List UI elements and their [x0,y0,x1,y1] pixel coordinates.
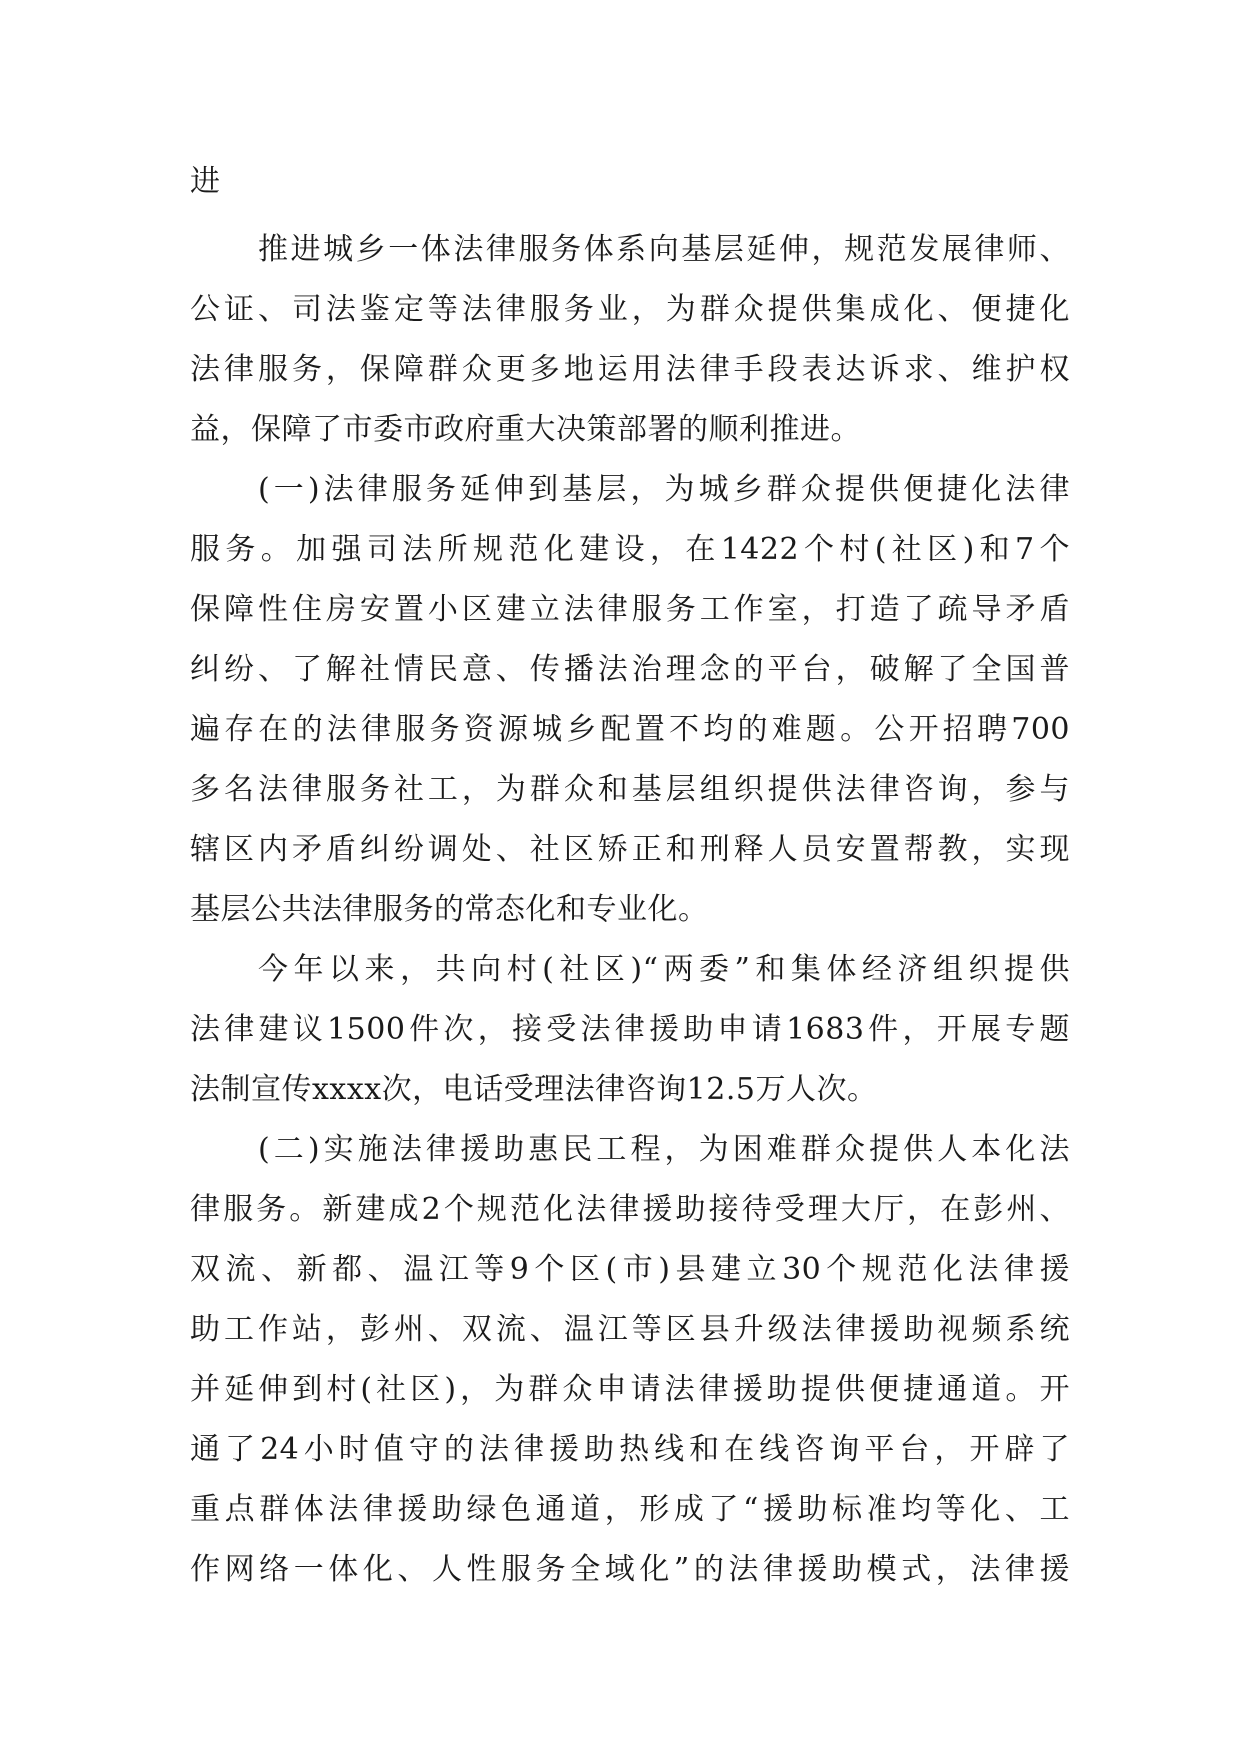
text-line: (一)法律服务延伸到基层，为城乡群众提供便捷化法律 [258,472,1070,507]
text-line: 保障性住房安置小区建立法律服务工作室，打造了疏导矛盾 [190,592,1070,627]
text-line: 多名法律服务社工，为群众和基层组织提供法律咨询，参与 [190,772,1070,807]
text-line: 法制宣传xxxx次，电话受理法律咨询12.5万人次。 [190,1072,878,1107]
text-line: 助工作站，彭州、双流、温江等区县升级法律援助视频系统 [190,1312,1070,1347]
text-line: 公证、司法鉴定等法律服务业，为群众提供集成化、便捷化 [190,292,1070,327]
text-line: 进 [190,164,221,199]
text-line: (二)实施法律援助惠民工程，为困难群众提供人本化法 [258,1132,1070,1167]
text-line: 重点群体法律援助绿色通道，形成了“援助标准均等化、工 [190,1492,1070,1527]
text-line: 推进城乡一体法律服务体系向基层延伸，规范发展律师、 [258,232,1070,267]
text-line: 遍存在的法律服务资源城乡配置不均的难题。公开招聘700 [190,712,1070,747]
text-line: 作网络一体化、人性服务全域化”的法律援助模式，法律援 [190,1552,1070,1587]
text-line: 双流、新都、温江等9个区(市)县建立30个规范化法律援 [190,1252,1070,1287]
text-line: 通了24小时值守的法律援助热线和在线咨询平台，开辟了 [190,1432,1070,1467]
text-line: 法律建议1500件次，接受法律援助申请1683件，开展专题 [190,1012,1070,1047]
text-line: 纠纷、了解社情民意、传播法治理念的平台，破解了全国普 [190,652,1070,687]
text-line: 基层公共法律服务的常态化和专业化。 [190,892,709,927]
text-line: 律服务。新建成2个规范化法律援助接待受理大厅，在彭州、 [190,1192,1070,1227]
text-line: 今年以来，共向村(社区)“两委”和集体经济组织提供 [258,952,1070,987]
text-line: 法律服务，保障群众更多地运用法律手段表达诉求、维护权 [190,352,1070,387]
text-line: 益，保障了市委市政府重大决策部署的顺利推进。 [190,412,861,447]
text-line: 辖区内矛盾纠纷调处、社区矫正和刑释人员安置帮教，实现 [190,832,1070,867]
text-line: 并延伸到村(社区)，为群众申请法律援助提供便捷通道。开 [190,1372,1070,1407]
text-line: 服务。加强司法所规范化建设，在1422个村(社区)和7个 [190,532,1070,567]
